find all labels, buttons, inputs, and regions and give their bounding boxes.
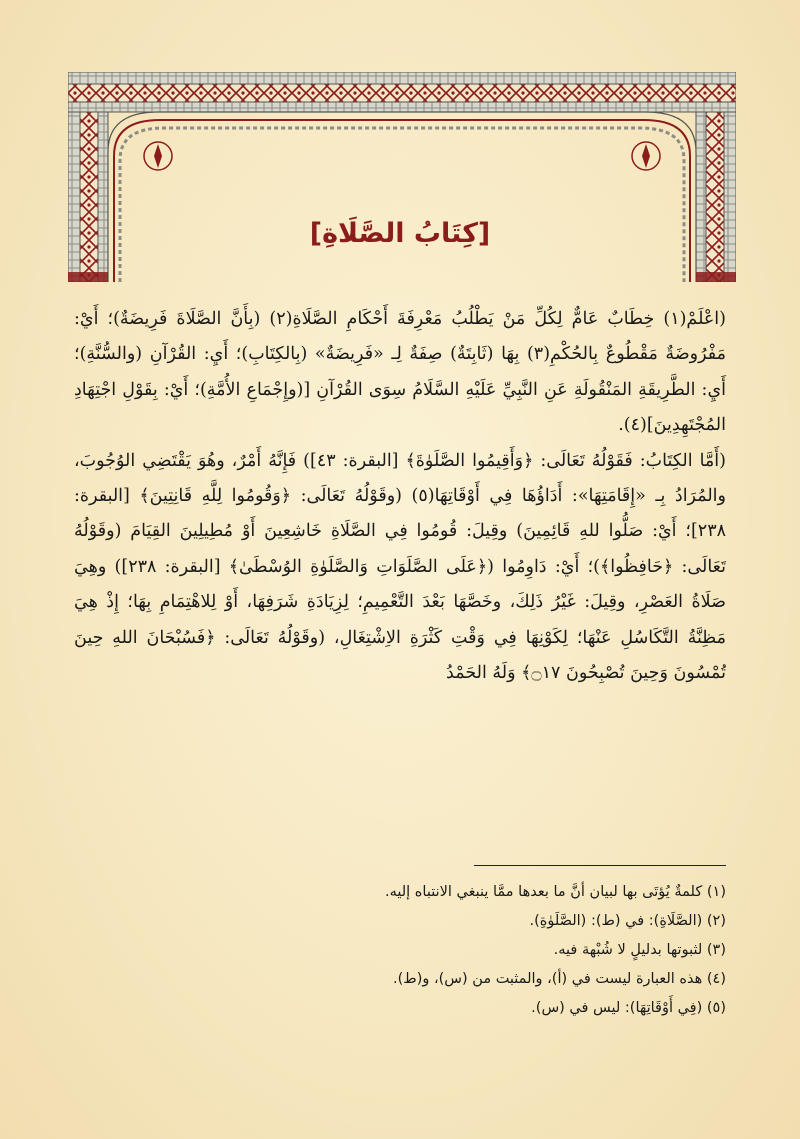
- paragraph-1: (اعْلَمْ(١) خِطَابٌ عَامٌّ لِكُلِّ مَنْ يَطْلُبُ مَعْرِفَةَ أَحْكَامِ الصَّلَاةِ(٢) (بِأَنَّ الصَّلَاةَ فَرِيضَةٌ)؛ أَيْ: مَفْرُوضَةٌ مَقْطُوعٌ بِالحُكْمِ(٣) بِهَا (ثَابِتَةٌ) صِفَةٌ لِـ «فَرِيضَةٌ» (بِالكِتَابِ)؛ أَيِ: القُرْآنِ (والسُّنَّةِ)؛ أَيِ: الطَّرِيقَةِ المَنْقُولَةِ عَنِ النَّبِيِّ عَلَيْهِ السَّلَامُ سِوَى القُرْآنِ [(وإِجْمَاعِ الأُمَّةِ)؛ أَيْ: بِقَوْلِ اجْتِهَادِ المُجْتَهِدِينَ](٤).: [74, 309, 727, 436]
- ornamental-frame: [68, 72, 736, 282]
- main-text: [74, 302, 726, 691]
- footnotes: [74, 878, 726, 1023]
- footnote-3: (٣) لثبوتها بدليلٍ لا شُبْهة فيه.: [553, 942, 726, 958]
- footnote-1: (١) كلمةٌ يُؤتَى بها لبيان أنَّ ما بعدها ممَّا ينبغي الانتباه إليه.: [384, 884, 726, 900]
- footnote-4: (٤) هذه العبارة ليست في (أ)، والمثبت من (س)، و(ط).: [393, 971, 726, 987]
- footnote-5: (٥) (فِي أَوْقَاتِهَا): ليس في (س).: [531, 1000, 726, 1016]
- footnote-2: (٢) (الصَّلَاةِ): في (ط): (الصَّلَوٰةِ).: [529, 913, 726, 929]
- paragraph-2: (أَمَّا الكِتَابُ: فَقَوْلُهُ تَعَالَى: ﴿وَأَقِيمُوا الصَّلَوٰةَ﴾ [البقرة: ٤٣]) فَإِنَّهُ أَمْرٌ، وهُوَ يَقْتَضِي الوُجُوبَ، والمُرَادُ بِـ «إِقَامَتِهَا»: أَدَاؤُهَا فِي أَوْقَاتِهَا(٥) (وقَوْلُهُ تَعَالَى: ﴿وَقُومُوا لِلَّهِ قَانِتِينَ﴾ [البقرة: ٢٣٨]؛ أَيْ: صَلُّوا للهِ قَائِمِينَ) وقِيلَ: قُومُوا فِي الصَّلَاةِ خَاشِعِينَ أَوْ مُطِيلِينَ القِيَامَ (وقَوْلُهُ تَعَالَى: ﴿حَافِظُوا﴾)؛ أَيْ: دَاوِمُوا (﴿عَلَى الصَّلَوَاتِ وَالصَّلَوٰةِ الوُسْطَىٰ﴾ [البقرة: ٢٣٨]) وهِيَ صَلَاةُ العَصْرِ، وقِيلَ: غَيْرُ ذَلِكَ، وخَصَّهَا بَعْدَ التَّعْمِيمِ؛ لِزِيَادَةِ شَرَفِهَا، أَوْ لِلاهْتِمَامِ بِهَا؛ إِذْ هِيَ مَظِنَّةُ التَّكَاسُلِ عَنْهَا؛ لِكَوْنِهَا فِي وَقْتِ كَثْرَةِ الاِشْتِغَالِ، (وقَوْلُهُ تَعَالَى: ﴿فَسُبْحَانَ اللهِ حِينَ تُمْسُونَ وَحِينَ تُصْبِحُونَ ۝١٧﴾ وَلَهُ الحَمْدُ: [74, 450, 727, 684]
- chapter-title: [كِتَابُ الصَّلَاةِ]: [309, 218, 491, 249]
- footnote-separator: [474, 865, 726, 866]
- frame-ornament-icon: [68, 72, 736, 282]
